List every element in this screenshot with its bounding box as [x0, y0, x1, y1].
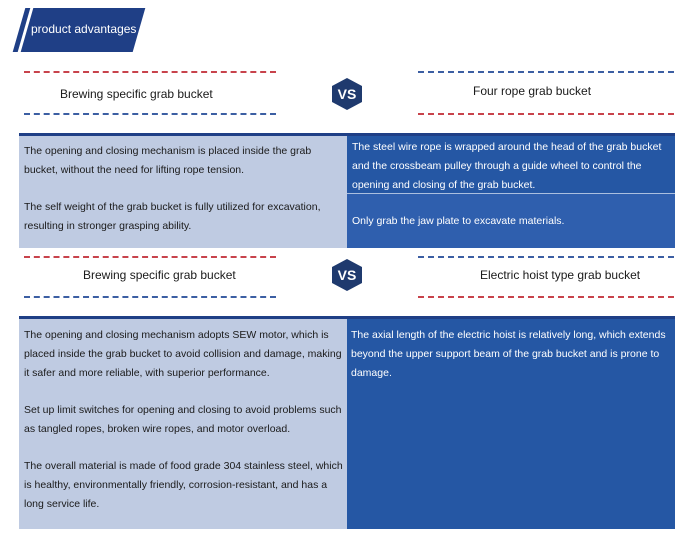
comparison1-right-panel — [347, 133, 675, 248]
comparison2-left-point-2: Set up limit switches for opening and closing to avoid problems such as tangled ropes, broken wire ropes, and motor overload. — [24, 404, 342, 435]
right-header2-bottom-dash — [418, 296, 674, 298]
left-header2-bottom-dash — [24, 296, 276, 298]
comparison2-right-title: Electric hoist type grab bucket — [480, 268, 641, 282]
comparison2-right-point-1: The axial length of the electric hoist is relatively long, which extends beyond the upper support beam of the grab bucket and is prone to damage. — [351, 329, 666, 379]
left-header2-top-dash — [24, 256, 276, 258]
comparison1-right-point-1: The steel wire rope is wrapped around the head of the grab bucket and the crossbeam pulley through a guide wheel to control the opening and closing of the grab bucket. — [352, 141, 662, 191]
comparison1-right-point-2: Only grab the jaw plate to excavate materials. — [352, 215, 565, 227]
comparison1-right-title: Four rope grab bucket — [473, 84, 592, 98]
comparison2-left-title: Brewing specific grab bucket — [83, 268, 236, 282]
comparison2-left-point-3: The overall material is made of food grade 304 stainless steel, which is healthy, environmentally friendly, corrosion-resistant, and has a long service life. — [24, 460, 343, 510]
vs-badge-2 — [330, 258, 364, 292]
comparison2-left-panel — [19, 316, 347, 529]
comparison1-left-title: Brewing specific grab bucket — [60, 87, 213, 101]
comparison1-left-point-2: The self weight of the grab bucket is fully utilized for excavation, resulting in stronger grasping ability. — [24, 201, 321, 232]
comparison2-right-panel — [347, 316, 675, 529]
comparison2-left-point-1: The opening and closing mechanism adopts SEW motor, which is placed inside the grab bucket to avoid collision and damage, making it safer and more reliable, with superior performance. — [24, 329, 342, 379]
comparison1-left-point-1: The opening and closing mechanism is placed inside the grab bucket, without the need for lifting rope tension. — [24, 145, 312, 176]
left-header-bottom-dash — [24, 113, 276, 115]
comparison1-left-panel — [19, 133, 347, 248]
vs-label-2: VS — [337, 267, 357, 283]
right-header2-top-dash — [418, 256, 674, 258]
right-header-bottom-dash — [418, 113, 674, 115]
vs-badge-1 — [330, 77, 364, 111]
vs-label-1: VS — [337, 86, 357, 102]
right-header-top-dash — [418, 71, 674, 73]
banner-title: product advantages — [31, 22, 137, 36]
left-header-top-dash — [24, 71, 276, 73]
